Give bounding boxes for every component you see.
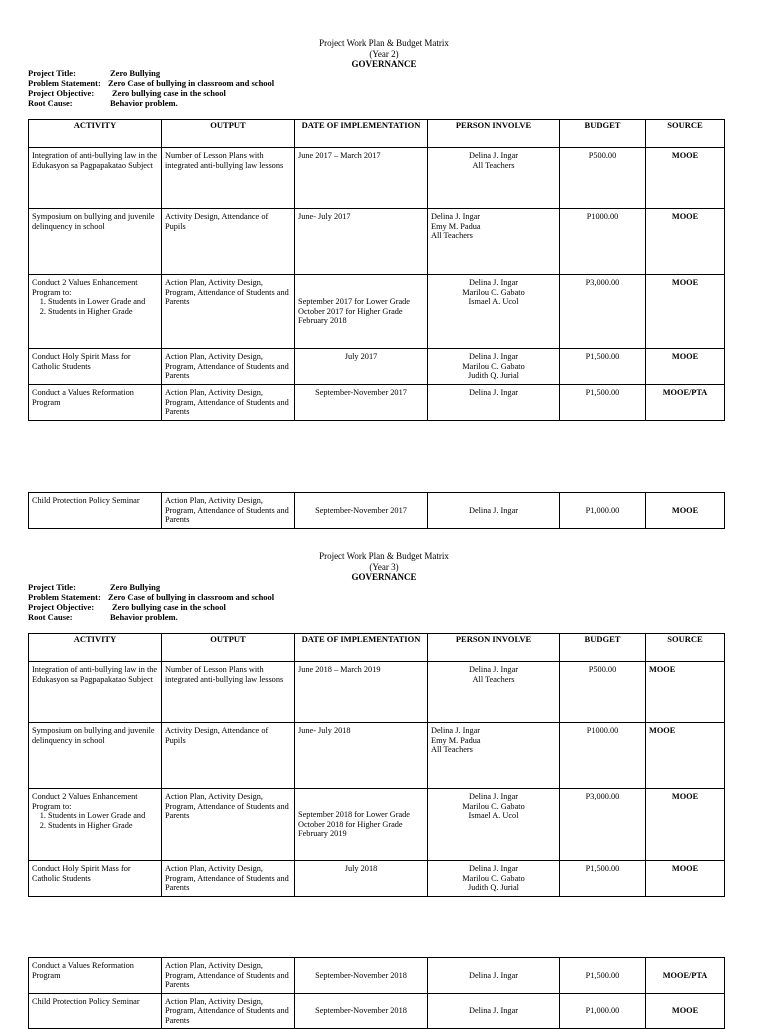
person-cell: Delina J. Ingar Marilou C. Gabato Ismael A. Ucol [428,275,560,349]
source-cell: MOOE [646,275,725,349]
list-item: 1. Students in Lower Grade and [48,811,158,821]
date-cell: July 2018 [295,861,428,897]
y3-header-row [29,634,725,662]
y2-problem-label: Problem Statement: [28,78,101,88]
y2-objective-label: Project Objective: [28,88,95,98]
activity-text: Conduct 2 Values Enhancement Program to: [32,278,138,297]
y2-continuation-table [28,492,725,529]
activity-cell [29,275,162,349]
date-cell: June- July 2018 [295,723,428,789]
budget-cell: P3,000.00 [560,275,646,349]
source-cell: MOOE [646,993,725,1029]
person-cell: Delina J. Ingar Emy M. Padua All Teachers [428,209,560,275]
budget-cell: P1,500.00 [560,861,646,897]
date-cell: September-November 2018 [295,993,428,1029]
person-cell: Delina J. Ingar [428,493,560,529]
budget-cell: P1,500.00 [560,385,646,421]
table-row [29,723,725,789]
source-cell: MOOE [646,349,725,385]
budget-cell: P1,500.00 [560,958,646,994]
list-item: 2. Students in Higher Grade [48,307,158,317]
output-cell: Action Plan, Activity Design, Program, Attendance of Students and Parents [162,993,295,1029]
activity-cell: Symposium on bullying and juvenile delinquency in school [29,209,162,275]
list-item: 2. Students in Higher Grade [48,821,158,831]
activity-cell: Child Protection Policy Seminar [29,493,162,529]
person-cell: Delina J. Ingar [428,993,560,1029]
activity-cell: Conduct a Values Reformation Program [29,385,162,421]
person-cell: Delina J. Ingar Marilou C. Gabato Judith Q. Jurial [428,861,560,897]
date-cell: September 2018 for Lower Grade October 2018 for Higher Grade February 2019 [295,789,428,861]
date-cell: September-November 2017 [295,385,428,421]
person-cell: Delina J. Ingar [428,385,560,421]
y2-objective: Zero bullying case in the school [112,88,226,98]
date-cell: September-November 2017 [295,493,428,529]
activity-cell: Conduct Holy Spirit Mass for Catholic Students [29,349,162,385]
y3-root: Behavior problem. [110,612,178,622]
y3-project-title: Zero Bullying [110,582,161,592]
person-cell: Delina J. Ingar Marilou C. Gabato Judith Q. Jurial [428,349,560,385]
output-cell: Action Plan, Activity Design, Program, Attendance of Students and Parents [162,861,295,897]
y3-section-title: GOVERNANCE [351,572,417,582]
y2-col-person: PERSON INVOLVE [428,120,560,148]
y2-year-label: (Year 2) [369,49,399,59]
budget-cell: P1,000.00 [560,993,646,1029]
y3-col-source: SOURCE [646,634,725,662]
date-cell: June- July 2017 [295,209,428,275]
person-cell: Delina J. Ingar Emy M. Padua All Teachers [428,723,560,789]
y3-year-label: (Year 3) [369,562,399,572]
y3-problem: Zero Case of bullying in classroom and school [108,592,275,602]
source-cell: MOOE [646,789,725,861]
source-cell: MOOE/PTA [646,385,725,421]
y3-root-label: Root Cause: [28,612,73,622]
budget-cell: P500.00 [560,148,646,209]
y2-col-date: DATE OF IMPLEMENTATION [295,120,428,148]
output-cell: Number of Lesson Plans with integrated anti-bullying law lessons [162,662,295,723]
budget-cell: P500.00 [560,662,646,723]
person-cell: Delina J. Ingar All Teachers [428,662,560,723]
activity-cell: Symposium on bullying and juvenile delinquency in school [29,723,162,789]
output-cell: Number of Lesson Plans with integrated anti-bullying law lessons [162,148,295,209]
activity-text: Conduct 2 Values Enhancement Program to: [32,792,138,811]
table-row [29,209,725,275]
y3-project-title-label: Project Title: [28,582,76,592]
y3-root-line [28,613,178,623]
activity-cell: Conduct a Values Reformation Program [29,958,162,994]
activity-cell: Conduct Holy Spirit Mass for Catholic Students [29,861,162,897]
person-cell: Delina J. Ingar [428,958,560,994]
source-cell: MOOE [646,861,725,897]
output-cell: Action Plan, Activity Design, Program, Attendance of Students and Parents [162,958,295,994]
output-cell: Activity Design, Attendance of Pupils [162,723,295,789]
source-cell: MOOE [646,493,725,529]
output-cell: Activity Design, Attendance of Pupils [162,209,295,275]
output-cell: Action Plan, Activity Design, Program, Attendance of Students and Parents [162,385,295,421]
y3-workplan-table [28,633,725,897]
activity-cell: Integration of anti-bullying law in the Edukasyon sa Pagpapakatao Subject [29,148,162,209]
y2-header-row [29,120,725,148]
date-cell: June 2017 – March 2017 [295,148,428,209]
table-row [29,662,725,723]
y3-col-activity: ACTIVITY [29,634,162,662]
y2-root-line [28,99,178,109]
output-cell: Action Plan, Activity Design, Program, Attendance of Students and Parents [162,275,295,349]
activity-cell: Child Protection Policy Seminar [29,993,162,1029]
activity-cell [29,789,162,861]
y3-col-budget: BUDGET [560,634,646,662]
person-cell: Delina J. Ingar All Teachers [428,148,560,209]
date-cell: September-November 2018 [295,958,428,994]
activity-sublist [32,297,158,316]
y2-project-title-label: Project Title: [28,68,76,78]
output-cell: Action Plan, Activity Design, Program, Attendance of Students and Parents [162,493,295,529]
table-row [29,493,725,529]
y2-project-title: Zero Bullying [110,68,161,78]
y2-col-source: SOURCE [646,120,725,148]
budget-cell: P1000.00 [560,209,646,275]
y3-continuation-table [28,957,725,1029]
y2-doc-title: Project Work Plan & Budget Matrix [319,38,449,48]
output-cell: Action Plan, Activity Design, Program, Attendance of Students and Parents [162,349,295,385]
y3-col-output: OUTPUT [162,634,295,662]
table-row [29,349,725,385]
activity-cell: Integration of anti-bullying law in the Edukasyon sa Pagpapakatao Subject [29,662,162,723]
source-cell: MOOE [646,209,725,275]
y2-problem: Zero Case of bullying in classroom and school [108,78,275,88]
activity-sublist [32,811,158,830]
source-cell: MOOE [646,662,725,723]
date-cell: July 2017 [295,349,428,385]
date-cell: September 2017 for Lower Grade October 2017 for Higher Grade February 2018 [295,275,428,349]
y2-col-activity: ACTIVITY [29,120,162,148]
budget-cell: P1,500.00 [560,349,646,385]
table-row [29,861,725,897]
source-cell: MOOE [646,723,725,789]
source-cell: MOOE/PTA [646,958,725,994]
y3-problem-label: Problem Statement: [28,592,101,602]
y3-objective-label: Project Objective: [28,602,95,612]
table-row [29,993,725,1029]
budget-cell: P3,000.00 [560,789,646,861]
list-item: 1. Students in Lower Grade and [48,297,158,307]
output-cell: Action Plan, Activity Design, Program, Attendance of Students and Parents [162,789,295,861]
y2-col-output: OUTPUT [162,120,295,148]
table-row [29,275,725,349]
source-cell: MOOE [646,148,725,209]
y3-col-person: PERSON INVOLVE [428,634,560,662]
y3-col-date: DATE OF IMPLEMENTATION [295,634,428,662]
table-row [29,385,725,421]
y2-root-label: Root Cause: [28,98,73,108]
y3-objective: Zero bullying case in the school [112,602,226,612]
budget-cell: P1,000.00 [560,493,646,529]
y2-col-budget: BUDGET [560,120,646,148]
y3-doc-title: Project Work Plan & Budget Matrix [319,551,449,561]
table-row [29,958,725,994]
y2-workplan-table [28,119,725,421]
table-row [29,789,725,861]
table-row [29,148,725,209]
y2-root: Behavior problem. [110,98,178,108]
date-cell: June 2018 – March 2019 [295,662,428,723]
y2-section-title: GOVERNANCE [351,59,417,69]
budget-cell: P1000.00 [560,723,646,789]
person-cell: Delina J. Ingar Marilou C. Gabato Ismael A. Ucol [428,789,560,861]
